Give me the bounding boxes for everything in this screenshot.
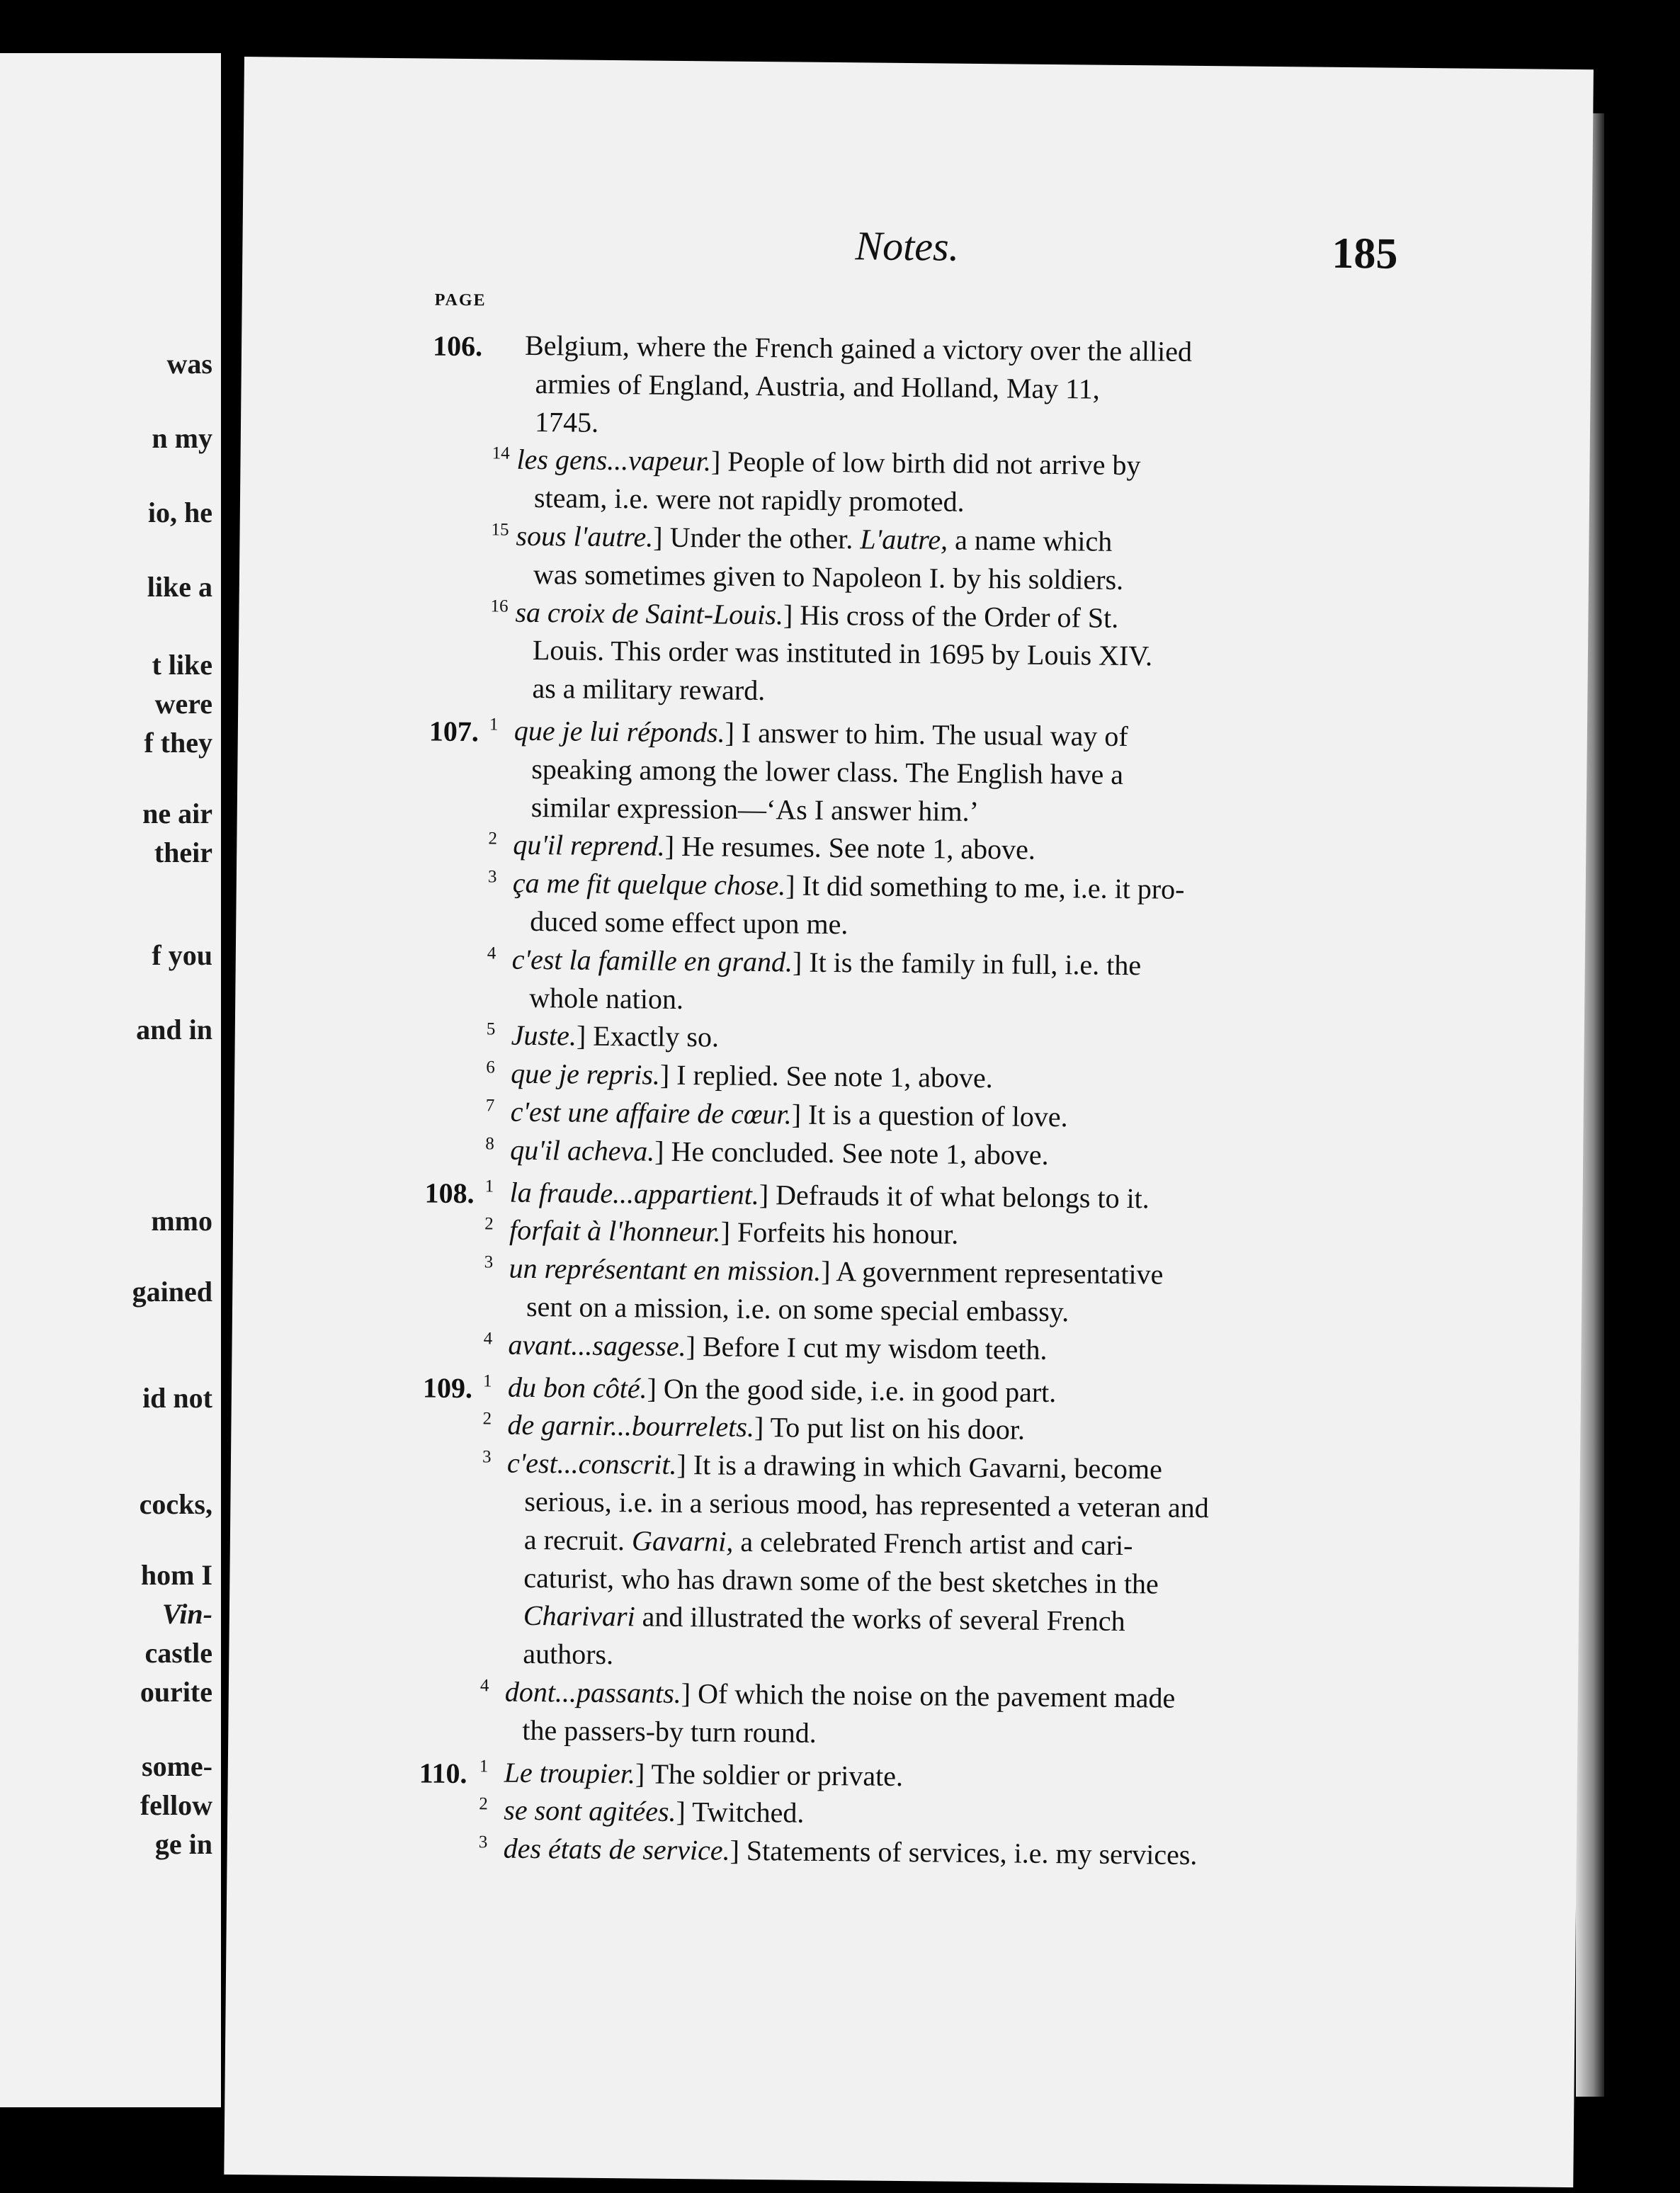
note-continuation-line xyxy=(532,672,765,708)
note-line xyxy=(509,1252,1163,1292)
note-text: ] The soldier or private. xyxy=(635,1757,904,1792)
note-text: caturist, who has drawn some of the best sketches in the xyxy=(523,1561,1159,1600)
note-term: forfait à l'honneur. xyxy=(509,1214,721,1248)
left-page-line: castle xyxy=(144,1637,212,1669)
note-text: ] It did something to me, i.e. it pro- xyxy=(785,869,1185,905)
note-term: qu'il acheva. xyxy=(509,1133,655,1167)
note-continuation-line xyxy=(523,1599,1125,1638)
entry-page-ref: 107. xyxy=(428,715,479,748)
note-term: Gavarni, xyxy=(631,1524,734,1558)
note-term: se sont agitées. xyxy=(504,1794,676,1828)
running-title: Notes. xyxy=(855,222,960,270)
note-text: ] People of low birth did not arrive by xyxy=(710,445,1141,482)
left-page-line: ourite xyxy=(140,1676,212,1708)
note-term: dont...passants. xyxy=(504,1675,682,1710)
note-text: ] A government representative xyxy=(821,1255,1164,1291)
entry-page-ref: 109. xyxy=(422,1371,473,1404)
note-number: 1 xyxy=(489,715,499,735)
note-text: Louis. This order was instituted in 1695 by Louis XIV. xyxy=(532,634,1153,672)
note-text: ] Defrauds it of what belongs to it. xyxy=(759,1178,1150,1214)
note-text: as a military reward. xyxy=(532,672,766,707)
note-text: ] Forfeits his honour. xyxy=(720,1216,959,1251)
note-continuation-line xyxy=(525,329,1192,369)
note-number: 2 xyxy=(482,1409,492,1429)
note-continuation-line xyxy=(523,1560,1159,1601)
left-page-line: mmo xyxy=(151,1205,212,1237)
left-page-line: fellow xyxy=(140,1789,212,1821)
note-line xyxy=(509,1175,1150,1216)
note-line xyxy=(514,714,1128,754)
note-text: ] He concluded. See note 1, above. xyxy=(654,1135,1049,1171)
note-text: was sometimes given to Napoleon I. by his soldiers. xyxy=(533,557,1124,596)
note-line xyxy=(512,942,1142,982)
left-page-line: ge in xyxy=(154,1828,212,1860)
left-page-line: cocks, xyxy=(139,1488,212,1520)
note-continuation-line xyxy=(523,1637,613,1672)
note-text: speaking among the lower class. The English have a xyxy=(531,752,1124,790)
note-text: ] It is a question of love. xyxy=(791,1098,1068,1133)
note-text: 1745. xyxy=(534,405,599,438)
note-continuation-line xyxy=(535,405,598,440)
note-term: que je repris. xyxy=(511,1057,661,1091)
note-number: 14 xyxy=(492,443,510,464)
note-continuation-line xyxy=(531,790,980,829)
left-page-line: like a xyxy=(147,571,212,603)
note-text: ] On the good side, i.e. in good part. xyxy=(647,1372,1057,1408)
left-page-line: Vin- xyxy=(161,1598,212,1630)
note-text: a recruit. xyxy=(523,1523,625,1557)
note-line xyxy=(504,1794,805,1830)
note-text: whole nation. xyxy=(529,981,684,1015)
notes-page xyxy=(224,57,1594,2187)
note-continuation-line xyxy=(522,1713,817,1750)
note-text: ] Under the other. xyxy=(653,521,853,555)
note-term: les gens...vapeur. xyxy=(516,443,712,477)
note-number: 2 xyxy=(484,1214,494,1234)
note-continuation-line xyxy=(533,633,1153,673)
note-number: 6 xyxy=(486,1058,495,1077)
note-continuation-line xyxy=(530,905,848,941)
note-term: Juste. xyxy=(511,1019,577,1052)
note-term: ça me fit quelque chose. xyxy=(512,866,786,902)
left-page-line: hom I xyxy=(140,1559,212,1591)
note-term: la fraude...appartient. xyxy=(509,1176,760,1211)
note-text: ] Exactly so. xyxy=(576,1019,720,1053)
note-text: ] It is the family in full, i.e. the xyxy=(792,946,1142,982)
left-page-line: t like xyxy=(152,649,212,681)
note-text: duced some effect upon me. xyxy=(530,905,848,941)
note-line xyxy=(507,1446,1162,1487)
left-page-line: io, he xyxy=(147,497,212,528)
note-continuation-line xyxy=(529,981,683,1016)
note-continuation-line xyxy=(531,752,1123,792)
note-continuation-line xyxy=(535,367,1100,407)
left-page-line: gained xyxy=(132,1276,212,1308)
note-text: ] I answer to him. The usual way of xyxy=(725,716,1128,753)
note-text: similar expression—‘As I answer him.’ xyxy=(530,790,980,827)
note-term: du bon côté. xyxy=(507,1371,647,1405)
note-number: 3 xyxy=(478,1832,488,1852)
entry-page-ref: 106. xyxy=(432,329,483,363)
note-number: 15 xyxy=(491,520,509,540)
note-text: armies of England, Austria, and Holland, May 11, xyxy=(535,367,1101,405)
note-term: L'autre, xyxy=(860,523,948,556)
note-text: Belgium, where the French gained a victory over the allied xyxy=(524,329,1193,368)
note-line xyxy=(510,1133,1049,1172)
left-page-line: their xyxy=(154,837,212,868)
note-text: ] His cross of the Order of St. xyxy=(783,598,1119,634)
note-number: 4 xyxy=(483,1329,493,1349)
note-continuation-line xyxy=(526,1290,1069,1329)
note-text: a name which xyxy=(947,523,1113,557)
note-line xyxy=(516,443,1140,482)
note-number: 8 xyxy=(485,1134,494,1154)
note-line xyxy=(516,519,1112,559)
note-text: steam, i.e. were not rapidly promoted. xyxy=(533,482,965,518)
note-continuation-line xyxy=(524,1523,1133,1563)
note-number: 16 xyxy=(490,596,509,616)
left-page-line: and in xyxy=(136,1014,212,1046)
note-term: des états de service. xyxy=(503,1832,730,1866)
left-page-line: id not xyxy=(142,1382,212,1414)
note-text: ] He resumes. See note 1, above. xyxy=(664,830,1036,866)
note-number: 5 xyxy=(486,1019,496,1039)
note-term: sa croix de Saint-Louis. xyxy=(515,596,784,630)
note-line xyxy=(505,1675,1176,1716)
note-number: 3 xyxy=(487,867,497,887)
note-text: ] Statements of services, i.e. my services. xyxy=(730,1834,1198,1871)
left-page-line: were xyxy=(154,688,212,720)
note-line xyxy=(511,1057,993,1096)
note-text: and illustrated the works of several French xyxy=(635,1600,1125,1638)
note-text: ] Before I cut my wisdom teeth. xyxy=(686,1330,1048,1366)
note-line xyxy=(507,1408,1025,1447)
note-line xyxy=(515,595,1118,635)
note-line xyxy=(509,1213,959,1252)
note-number: 2 xyxy=(479,1794,488,1814)
left-page-line: n my xyxy=(152,422,212,454)
note-number: 3 xyxy=(482,1447,492,1467)
note-term: qu'il reprend. xyxy=(513,829,665,863)
note-term: de garnir...bourrelets. xyxy=(507,1409,755,1444)
note-line xyxy=(504,1755,904,1793)
note-number: 4 xyxy=(479,1676,489,1696)
note-term: sous l'autre. xyxy=(516,519,654,553)
note-number: 1 xyxy=(484,1176,494,1196)
note-line xyxy=(508,1370,1057,1409)
page-column-label: PAGE xyxy=(434,290,487,310)
note-term: Le troupier. xyxy=(504,1756,636,1790)
note-line xyxy=(513,866,1185,907)
left-page-line: ne air xyxy=(142,798,212,829)
left-page-line: f they xyxy=(144,727,212,759)
entry-page-ref: 108. xyxy=(424,1177,475,1209)
note-line xyxy=(510,1095,1067,1135)
note-number: 1 xyxy=(482,1371,492,1391)
note-term: c'est la famille en grand. xyxy=(511,943,793,978)
left-page-line: some- xyxy=(142,1750,212,1782)
note-term: c'est une affaire de cœur. xyxy=(510,1095,792,1130)
note-continuation-line xyxy=(534,481,965,519)
page-number: 185 xyxy=(1332,229,1398,278)
note-number: 3 xyxy=(484,1252,494,1272)
note-text: ] Of which the noise on the pavement made xyxy=(681,1677,1176,1714)
note-text: sent on a mission, i.e. on some special embassy. xyxy=(526,1290,1069,1328)
note-line xyxy=(504,1832,1198,1872)
note-term: avant...sagesse. xyxy=(508,1328,686,1362)
note-continuation-line xyxy=(533,557,1124,597)
left-page-line: f you xyxy=(152,939,212,971)
note-line xyxy=(513,828,1035,867)
note-continuation-line xyxy=(524,1485,1209,1525)
note-text: the passers-by turn round. xyxy=(522,1713,817,1749)
note-line xyxy=(511,1019,720,1055)
note-term: que je lui réponds. xyxy=(513,714,725,749)
note-text: serious, i.e. in a serious mood, has represented a veteran and xyxy=(524,1485,1209,1524)
note-term: Charivari xyxy=(523,1599,635,1633)
entry-page-ref: 110. xyxy=(419,1757,467,1789)
note-text: ] To put list on his door. xyxy=(754,1411,1026,1446)
note-text: ] Twitched. xyxy=(676,1796,805,1830)
note-text: authors. xyxy=(523,1638,614,1671)
note-text: ] I replied. See note 1, above. xyxy=(659,1058,993,1094)
note-number: 1 xyxy=(479,1756,489,1776)
note-text: ] It is a drawing in which Gavarni, become xyxy=(676,1449,1163,1485)
note-term: c'est...conscrit. xyxy=(506,1446,677,1481)
note-line xyxy=(508,1327,1047,1366)
note-number: 7 xyxy=(485,1096,495,1116)
note-number: 4 xyxy=(487,944,496,963)
note-term: un représentant en mission. xyxy=(509,1252,822,1288)
left-page-line: was xyxy=(166,348,212,380)
note-text: a celebrated French artist and cari- xyxy=(733,1525,1133,1561)
note-number: 2 xyxy=(488,829,498,849)
